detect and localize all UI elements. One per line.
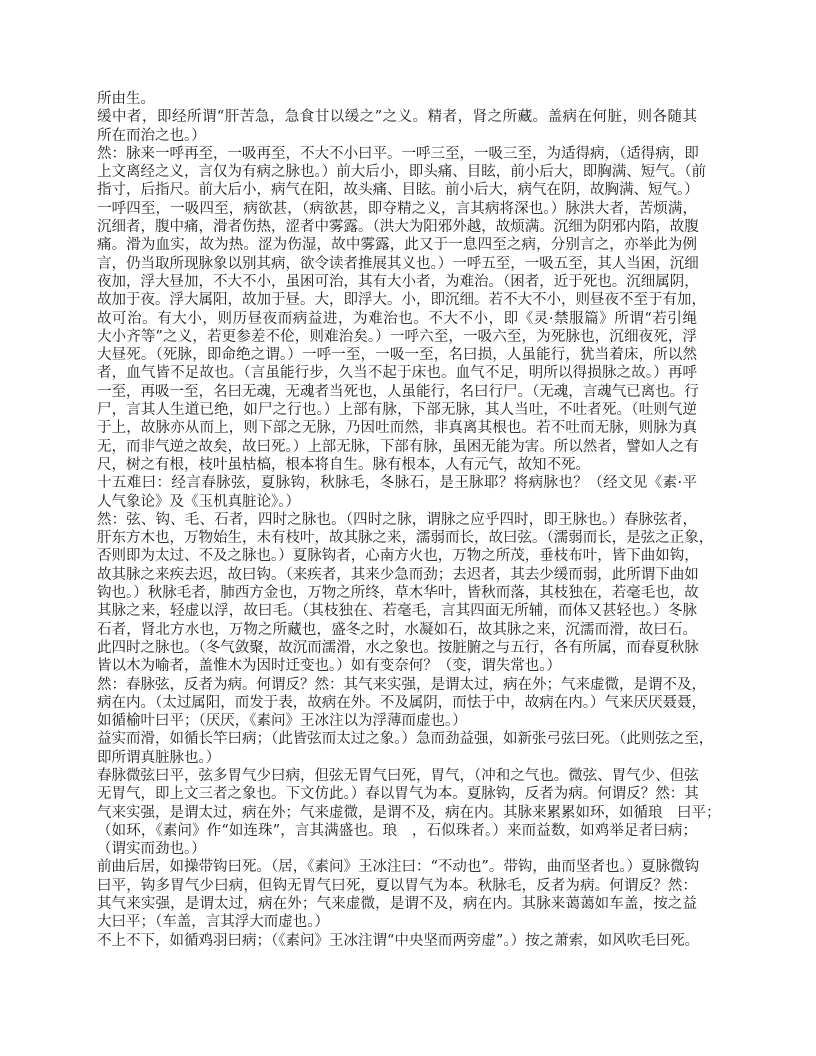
- text-line: 春脉微弦曰平，弦多胃气少曰病，但弦无胃气曰死，胃气，（冲和之气也。微弦、胃气少、但弦: [97, 767, 699, 784]
- paragraph: [97, 767, 721, 858]
- text-line: 所由生。: [97, 91, 155, 107]
- text-line: 尺，树之有根，枝叶虽枯槁，根本将自生。脉有根本，人有元气，故知不死。: [97, 456, 590, 473]
- text-line: 然：春脉弦，反者为病。何谓反？然：其气来实强，是谓太过，病在外；气来虚微，是谓不及，: [97, 676, 706, 693]
- text-line: 所在而治之也。）: [97, 127, 206, 144]
- text-line: 否则即为太过、不及之脉也。）夏脉钩者，心南方火也，万物之所茂，垂枝布叶，皆下曲如钩，: [97, 548, 699, 565]
- text-line: 故加于夜。浮大属阳，故加于昼。大，即浮大。小，即沉细。若不大不小，则昼夜不至于有加，: [97, 292, 706, 309]
- text-line: 人气象论》及《玉机真脏论》。）: [97, 493, 300, 510]
- text-line: 气来实强，是谓太过，病在外；气来虚微，是谓不及，病在内。其脉来累累如环，如循琅 曰平；: [97, 804, 721, 821]
- paragraph: [97, 90, 697, 108]
- text-line: 缓中者，即经所谓“肝苦急，急食甘以缓之”之义。精者，肾之所藏。盖病在何脏，则各随其: [97, 109, 697, 126]
- text-line: 者，血气皆不足故也。（言虽能行步，久当不起于床也。血气不足，明所以得损脉之故。）再呼: [97, 365, 697, 382]
- paragraph: [97, 474, 697, 511]
- text-line: 即所谓真脏脉也。）: [97, 749, 221, 766]
- text-line: 然：脉来一呼再至，一吸再至，不大不小曰平。一呼三至，一吸三至，为适得病，（适得病，即: [97, 145, 699, 162]
- text-line: 一呼四至，一吸四至，病欲甚，（病欲甚，即夺精之义，言其病将深也。）脉洪大者，苦烦满，: [97, 200, 697, 217]
- text-line: 上文离经之义，言仅为有病之脉也。）前大后小，即头痛、目眩，前小后大，即胸满、短气。（前: [97, 164, 706, 181]
- paragraph: [97, 108, 697, 145]
- text-line: 肝东方木也，万物始生，未有枝叶，故其脉之来，濡弱而长，故曰弦。（濡弱而长，是弦之正象，: [97, 530, 714, 547]
- text-line: 痛。滑为血实，故为热。涩为伤湿，故中雾露，此又于一息四至之病，分别言之，亦举此为例: [97, 237, 697, 254]
- text-line: 大小齐等”之义，若更参差不伦，则难治矣。）一呼六至，一吸六至，为死脉也，沉细夜死，浮: [97, 328, 697, 345]
- text-line: 夜加，浮大昼加，不大不小，虽困可治，其有大小者，为难治。（困者，近于死也。沉细属阴，: [97, 273, 699, 290]
- text-line: 无，而非气逆之故矣，故曰死。）上部无脉，下部有脉，虽困无能为害。所以然者，譬如人之有: [97, 438, 699, 455]
- text-line: （谓实而劲也。）: [97, 841, 206, 858]
- text-line: 言，仍当取所现脉象以别其病，欲令读者推展其义也。）一呼五至，一吸五至，其人当困，沉细: [97, 255, 699, 272]
- text-line: 其气来实强，是谓太过，病在外；气来虚微，是谓不及，病在内。其脉来蔼蔼如车盖，按之益: [97, 896, 697, 913]
- text-line: 沉细者，腹中痛，滑者伤热，涩者中雾露。（洪大为阳邪外越，故烦满。沉细为阴邪内陷，故腹: [97, 219, 699, 236]
- text-line: 大昼死。（死脉，即命绝之谓。）一呼一至，一吸一至，名曰损，人虽能行，犹当着床，所以然: [97, 347, 697, 364]
- text-line: 无胃气，即上文三者之象也。下文仿此。）春以胃气为本。夏脉钩，反者为病。何谓反？然：其: [97, 786, 699, 803]
- text-block: [97, 90, 721, 950]
- text-line: （如环，《素问》作“如连珠”，言其满盛也。琅 ，石似珠者。）来而益数，如鸡举足者曰病；: [97, 822, 697, 839]
- paragraph: [97, 730, 714, 767]
- text-line: 钩也。）秋脉毛者，肺西方金也，万物之所终，草木华叶，皆秋而落，其枝独在，若毫毛也，故: [97, 585, 699, 602]
- text-line: 尸，言其人生道已绝，如尸之行也。）上部有脉，下部无脉，其人当吐，不吐者死。（吐则气逆: [97, 402, 697, 419]
- paragraph: [97, 511, 714, 676]
- text-line: 前曲后居，如操带钩曰死。（居，《素问》王冰注曰：“不动也”。带钩，曲而坚者也。）夏脉微钩: [97, 859, 700, 876]
- text-line: 此四时之脉也。（冬气敛聚，故沉而濡滑，水之象也。按脏腑之与五行，各有所属，而春夏秋脉: [97, 639, 699, 656]
- text-line: 皆以木为喻者，盖惟木为因时迁变也。）如有变奈何？（变，谓失常也。）: [97, 658, 561, 675]
- paragraph: [97, 932, 700, 950]
- text-line: 十五难曰：经言春脉弦，夏脉钩，秋脉毛，冬脉石，是王脉耶？将病脉也？（经文见《素·平: [97, 475, 697, 492]
- text-line: 石者，肾北方水也，万物之所藏也，盛冬之时，水凝如石，故其脉之来，沉濡而滑，故曰石。: [97, 621, 697, 638]
- paragraph: [97, 145, 706, 474]
- text-line: 如循榆叶曰平；（厌厌，《素问》王冰注以为浮薄而虚也。）: [97, 713, 467, 730]
- text-line: 曰平，钩多胃气少曰病，但钩无胃气曰死，夏以胃气为本。秋脉毛，反者为病。何谓反？然：: [97, 877, 697, 894]
- paragraph: [97, 858, 700, 931]
- text-line: 大曰平；（车盖，言其浮大而虚也。）: [97, 914, 329, 931]
- text-line: 病在内。（太过属阳，而发于表，故病在外。不及属阴，而怯于中，故病在内。）气来厌厌聂聂，: [97, 694, 706, 711]
- paragraph: [97, 676, 706, 731]
- text-line: 故其脉之来疾去迟，故曰钩。（来疾者，其来少急而劲；去迟者，其去少缓而弱，此所谓下曲如: [97, 566, 699, 583]
- text-line: 益实而滑，如循长竿曰病；（此皆弦而太过之象。）急而劲益强，如新张弓弦曰死。（此则弦之至，: [97, 731, 714, 748]
- text-line: 于上，故脉亦从而上，则下部之无脉，乃因吐而然，非真离其根也。若不吐而无脉，则脉为真: [97, 420, 697, 437]
- text-line: 一至，再吸一至，名曰无魂，无魂者当死也，人虽能行，名曰行尸。（无魂，言魂气已离也。行: [97, 383, 699, 400]
- text-line: 然：弦、钩、毛、石者，四时之脉也。（四时之脉，谓脉之应乎四时，即王脉也。）春脉弦者，: [97, 511, 697, 528]
- text-line: 指寸，后指尺。前大后小，病气在阳，故头痛、目眩。前小后大，病气在阴，故胸满、短气。）: [97, 182, 699, 199]
- text-line: 故可治。有大小，则历昼夜而病益进，为难治也。不大不小，即《灵·禁服篇》所谓“若引绳: [97, 310, 697, 327]
- text-line: 不上不下，如循鸡羽曰病；（《素问》王冰注谓“中央坚而两旁虚”。）按之萧索，如风吹毛曰死。: [97, 932, 700, 949]
- text-line: 其脉之来，轻虚以浮，故曰毛。（其枝独在、若毫毛，言其四面无所辅，而体又甚轻也。）冬脉: [97, 603, 697, 620]
